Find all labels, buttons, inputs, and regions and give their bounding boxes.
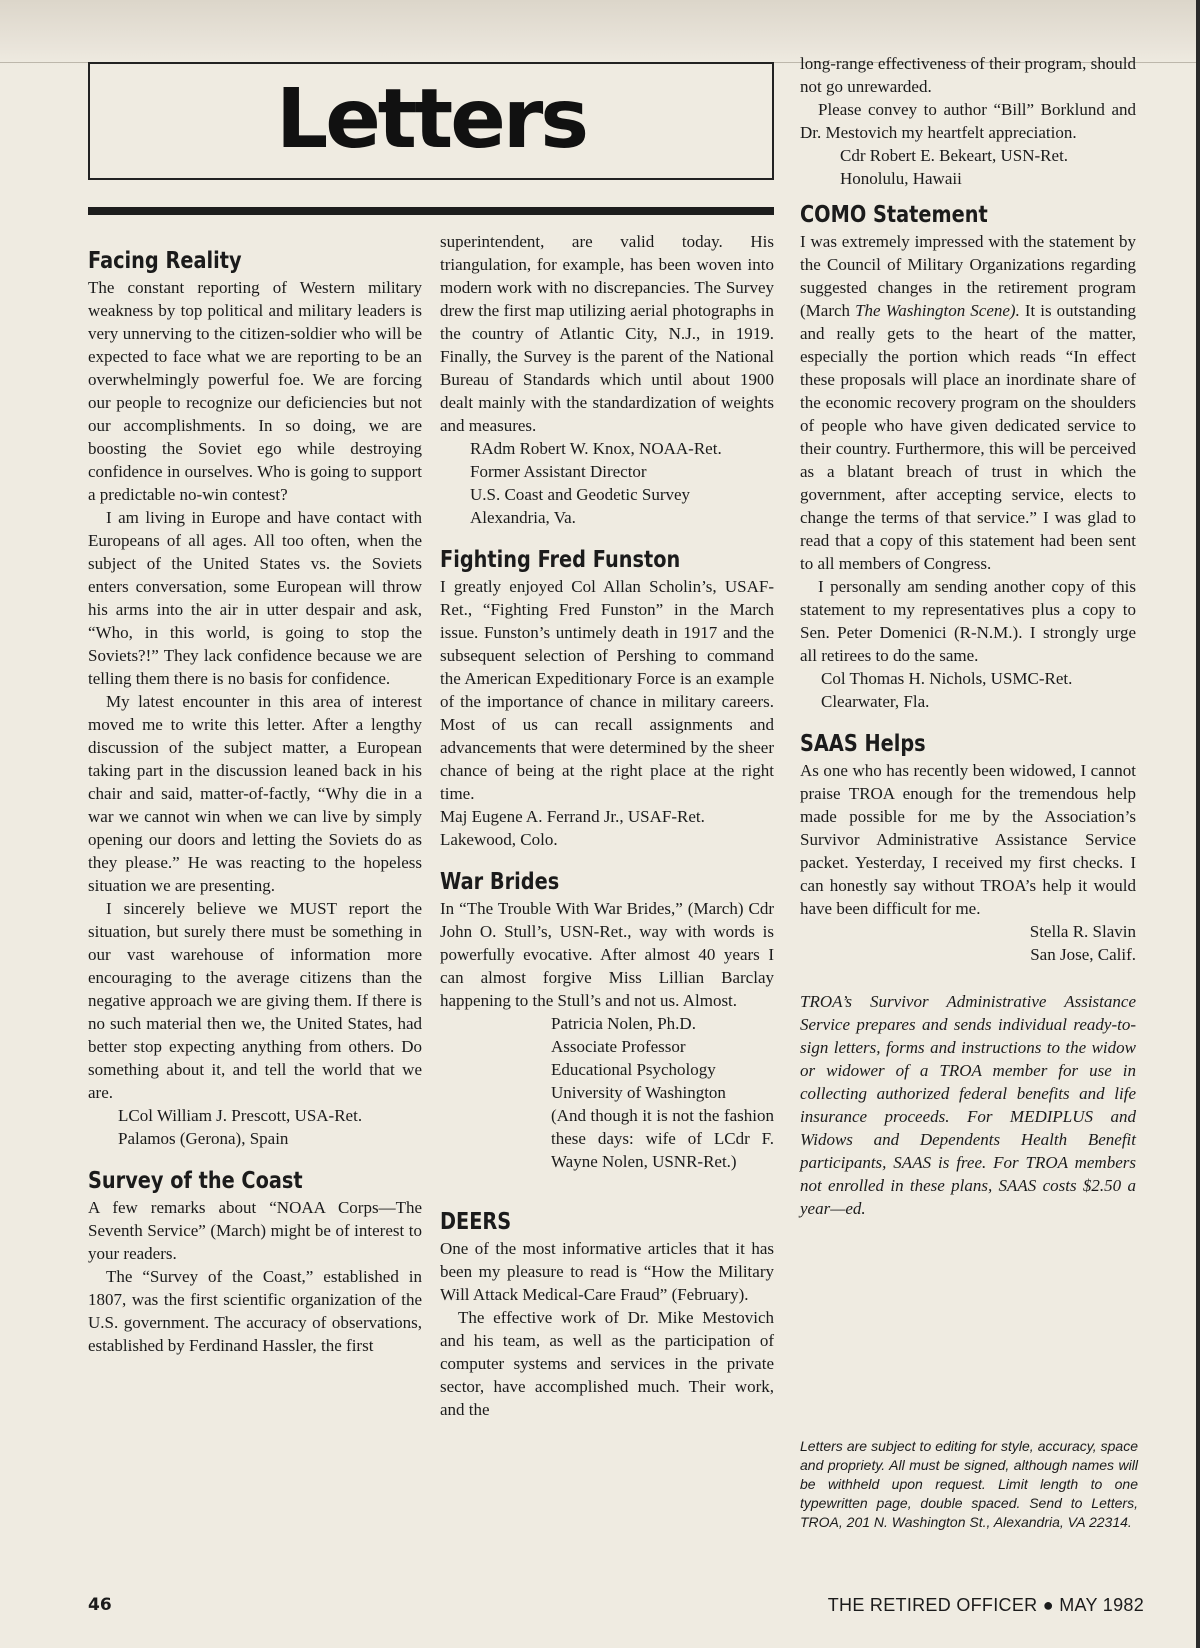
heading-como-statement: COMO Statement [800, 202, 988, 228]
como-p1-text-b: It is outstanding and really gets to the heart of the matter, especially the portion which reads “In effect these proposals will place an inordinate share of the economic recovery program on the shoulders of people who have given dedicated service to their country. Furthermore, this will be perceived as a blatant breach of trust in which the government, after accepting service, elects to change the terms of that service.” I was glad to read that a copy of this statement had been sent to all members of Congress. [800, 301, 1136, 573]
signature-location: Lakewood, Colo. [440, 830, 558, 849]
column-2 [440, 230, 774, 1421]
heading-survey-of-the-coast: Survey of the Coast [88, 1168, 303, 1194]
deers-p1: One of the most informative articles that it has been my pleasure to read is “How the Military Will Attack Medical-Care Fraud” (February). [440, 1239, 774, 1304]
facing-reality-p3: My latest encounter in this area of interest moved me to write this letter. After a lengthy discussion of the subject matter, a European taking part in the discussion leaned back in his chair and said, matter-of-factly, “Why die in a war we cannot win when we can live by simply opening our doors and letting the Soviets do as they please.” He was reacting to the hopeless situation we are presenting. [88, 692, 422, 895]
facing-reality-p2: I am living in Europe and have contact with Europeans of all ages. All too often, when the subject of the United States vs. the Soviets enters conversation, some European will throw his arms into the air in utter despair and ask, “Who, in this world, is going to stop the Soviets?!” They lack confidence because we are telling them there is no basis for confidence. [88, 508, 422, 688]
signature-location: Honolulu, Hawaii [840, 169, 962, 188]
signature-location: Alexandria, Va. [470, 508, 576, 527]
signature-title: Associate Professor [551, 1037, 686, 1056]
signature-note: (And though it is not the fashion these days: wife of LCdr F. Wayne Nolen, USNR-Ret.) [551, 1106, 774, 1171]
como-p1-text-a: I was extremely impressed with the statement by the Council of Military Organizations regarding suggested changes in the retirement program (March [800, 232, 1136, 320]
survey-continued-p1: superintendent, are valid today. His triangulation, for example, has been woven into modern work with no discrepancies. The Survey drew the first map utilizing aerial photographs in the country of Atlantic City, N.J., in 1919. Finally, the Survey is the parent of the National Bureau of Standards which until about 1900 dealt mainly with the standardization of weights and measures. [440, 232, 774, 435]
signature-location: Clearwater, Fla. [821, 692, 930, 711]
page-right-edge [1196, 0, 1200, 1648]
facing-reality-p4: I sincerely believe we MUST report the situation, but surely there must be something in our vast warehouse of information more encouraging to the average citizens than the negative approach we are giving them. If there is no such material then we, the United States, had better stop expecting anything from others. Do something about it, and tell the world that we are. [88, 899, 422, 1102]
survey-p2: The “Survey of the Coast,” established in 1807, was the first scientific organization of the U.S. government. The accuracy of observations, established by Ferdinand Hassler, the first [88, 1267, 422, 1355]
survey-p1: A few remarks about “NOAA Corps—The Seventh Service” (March) might be of interest to your readers. [88, 1198, 422, 1263]
signature-title: Former Assistant Director [470, 462, 647, 481]
signature-location: San Jose, Calif. [1030, 945, 1136, 964]
signature-name: LCol William J. Prescott, USA-Ret. [118, 1106, 363, 1125]
signature-name: Patricia Nolen, Ph.D. [551, 1014, 696, 1033]
masthead-rule [88, 207, 774, 215]
deers-continued-p2: Please convey to author “Bill” Borklund and Dr. Mestovich my heartfelt appreciation. [800, 100, 1136, 142]
signature-name: Col Thomas H. Nichols, USMC-Ret. [821, 669, 1073, 688]
signature-name: Maj Eugene A. Ferrand Jr., USAF-Ret. [440, 807, 705, 826]
page-number: 46 [88, 1595, 112, 1615]
column-1 [88, 246, 422, 1357]
war-brides-p1: In “The Trouble With War Brides,” (March) Cdr John O. Stull’s, USN-Ret., way with words is powerfully evocative. After almost 40 years I can almost forgive Miss Lillian Barclay happening to the Stull’s and not us. Almost. [440, 899, 774, 1010]
heading-deers: DEERS [440, 1209, 512, 1235]
signature-department: Educational Psychology [551, 1060, 716, 1079]
funston-p1: I greatly enjoyed Col Allan Scholin’s, USAF-Ret., “Fighting Fred Funston” in the March issue. Funston’s untimely death in 1917 and the subsequent selection of Pershing to command the American Expeditionary Force is an example of the importance of chance in military careers. Most of us can recall assignments and advancements that were determined by the sheer chance of being at the right place at the right time. [440, 577, 774, 803]
deers-p2: The effective work of Dr. Mike Mestovich and his team, as well as the participation of computer systems and services in the private sector, have accomplished much. Their work, and the [440, 1308, 774, 1419]
como-p2: I personally am sending another copy of this statement to my representatives plus a copy to Sen. Peter Domenici (R-N.M.). I strongly urge all retirees to do the same. [800, 577, 1136, 665]
signature-name: Stella R. Slavin [1029, 922, 1136, 941]
signature-organization: University of Washington [551, 1083, 726, 1102]
signature-name: Cdr Robert E. Bekeart, USN-Ret. [840, 146, 1069, 165]
publication-footer: THE RETIRED OFFICER ● MAY 1982 [827, 1595, 1144, 1615]
editor-note: TROA’s Survivor Administrative Assistance Service prepares and sends individual ready-to-sign letters, forms and instructions to the widow or widower of a TROA member for use in collecting authorized federal benefits and life insurance proceeds. For MEDIPLUS and Widows and Dependents Health Benefit participants, SAAS is free. For TROA members not enrolled in these plans, SAAS costs $2.50 a year—ed. [800, 992, 1136, 1218]
masthead-box [88, 62, 774, 180]
saas-p1: As one who has recently been widowed, I cannot praise TROA enough for the tremendous help made possible for me by the Association’s Survivor Administrative Assistance Service packet. Yesterday, I received my first checks. I can honestly say without TROA’s help it would have been difficult for me. [800, 761, 1136, 918]
heading-fighting-fred-funston: Fighting Fred Funston [440, 547, 681, 573]
column-3 [800, 52, 1136, 1220]
letters-disclaimer: Letters are subject to editing for style, accuracy, space and propriety. All must be signed, although names will be withheld upon request. Limit length to one typewritten page, double spaced. Send to Letters, TROA, 201 N. Washington St., Alexandria, VA 22314. [800, 1438, 1138, 1530]
como-p1-emphasis: The Washington Scene). [855, 301, 1020, 320]
deers-continued-p1: long-range effectiveness of their program, should not go unrewarded. [800, 54, 1136, 96]
signature-location: Palamos (Gerona), Spain [118, 1129, 289, 1148]
heading-saas-helps: SAAS Helps [800, 731, 926, 757]
signature-organization: U.S. Coast and Geodetic Survey [470, 485, 691, 504]
como-p1 [800, 230, 1136, 575]
masthead-title: Letters [275, 71, 587, 167]
heading-facing-reality: Facing Reality [88, 248, 242, 274]
signature-name: RAdm Robert W. Knox, NOAA-Ret. [470, 439, 722, 458]
facing-reality-p1: The constant reporting of Western military weakness by top political and military leaders is very unnerving to the citizen-soldier who will be expected to face what we are reporting to be an overwhelmingly powerful foe. We are forcing our people to recognize our deficiencies but not our accomplishments. In so doing, we are boosting the Soviet ego while destroying confidence in ourselves. Who is going to support a predictable no-win contest? [88, 278, 422, 504]
heading-war-brides: War Brides [440, 869, 560, 895]
